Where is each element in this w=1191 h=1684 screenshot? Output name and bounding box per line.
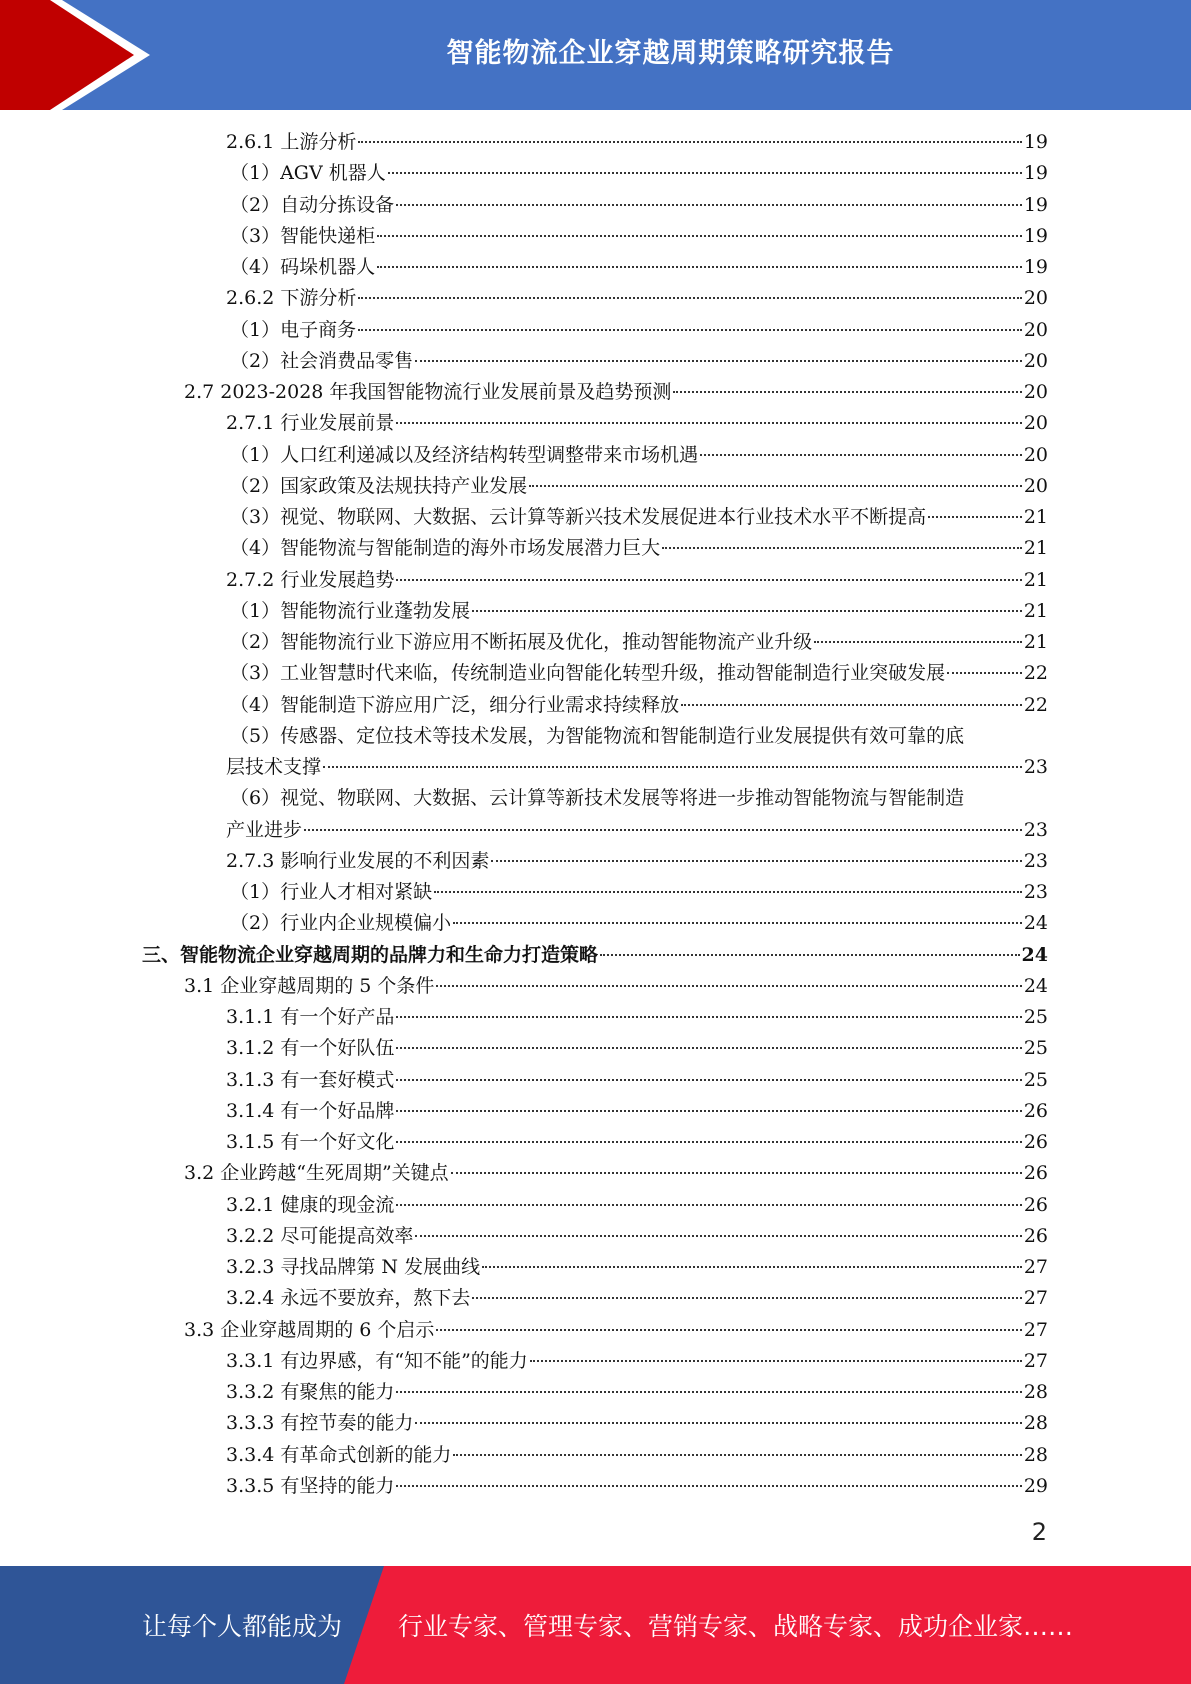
toc-entry[interactable] [230,502,1048,532]
toc-entry[interactable] [230,221,1048,251]
toc-entry-text: （2）智能物流行业下游应用不断拓展及优化，推动智能物流产业升级 [230,631,813,653]
toc-entry[interactable] [226,1096,1048,1126]
toc-entry[interactable] [226,408,1048,438]
toc-entry[interactable] [226,1221,1048,1251]
toc-entry-text: 三、智能物流企业穿越周期的品牌力和生命力打造策略 [142,943,599,966]
dot-leader [396,1016,1021,1018]
toc-entry-continuation[interactable] [226,752,1048,782]
toc-entry-text: 产业进步 [226,818,303,841]
toc-entry-text: （2）行业内企业规模偏小 [230,912,452,935]
toc-entry-page: 24 [1021,943,1048,966]
toc-entry[interactable] [226,846,1048,876]
toc-entry-text: （1）电子商务 [230,318,357,341]
dot-leader [323,766,1022,768]
toc-entry[interactable] [226,1190,1048,1220]
toc-entry-text: 3.1 企业穿越周期的 5 个条件 [184,974,435,997]
toc-entry-text: 3.1.5 有一个好文化 [226,1131,395,1153]
toc-entry[interactable] [230,596,1048,626]
dot-leader [358,329,1022,331]
toc-entry-text: 2.7 2023-2028 年我国智能物流行业发展前景及趋势预测 [184,381,672,403]
toc-entry[interactable] [226,1252,1048,1282]
dot-leader [377,235,1022,237]
dot-leader [436,1329,1021,1331]
dot-leader [388,172,1022,174]
report-title: 智能物流企业穿越周期策略研究报告 [446,37,895,69]
dot-leader [436,985,1021,987]
dot-leader [681,704,1022,706]
toc-entry-page: 23 [1023,881,1048,903]
toc-entry[interactable] [230,908,1048,938]
toc-entry[interactable] [226,1440,1048,1470]
toc-entry[interactable] [226,127,1048,157]
toc-entry-page: 19 [1023,256,1048,278]
toc-entry-page: 21 [1023,568,1048,591]
toc-entry[interactable] [226,1346,1048,1376]
toc-entry-text: 层技术支撑 [226,756,322,778]
toc-entry-page: 28 [1023,1443,1048,1466]
toc-entry-page: 28 [1023,1412,1048,1435]
toc-entry-text: 3.1.4 有一个好品牌 [226,1099,395,1122]
toc-entry-page: 19 [1023,224,1048,247]
toc-entry-text: 3.2.2 尽可能提高效率 [226,1224,414,1247]
toc-entry-page: 29 [1023,1474,1048,1497]
dot-leader [415,360,1022,362]
dot-leader [358,141,1021,143]
toc-entry[interactable] [226,1408,1048,1438]
toc-entry[interactable] [230,533,1048,563]
toc-entry[interactable] [230,440,1048,470]
toc-entry-text: （1）人口红利递减以及经济结构转型调整带来市场机遇 [230,443,699,466]
toc-entry[interactable] [230,190,1048,220]
toc-entry-text: （3）工业智慧时代来临，传统制造业向智能化转型升级，推动智能制造行业突破发展 [230,662,946,685]
toc-entry[interactable] [230,690,1048,720]
toc-entry-text: （4）码垛机器人 [230,256,376,278]
dot-leader [451,1172,1022,1174]
toc-entry-page: 27 [1023,1256,1048,1278]
toc-entry-text: 3.3 企业穿越周期的 6 个启示 [184,1318,435,1341]
toc-entry-text: （1）AGV 机器人 [230,162,386,185]
dot-leader [377,266,1022,268]
dot-leader [453,1454,1021,1456]
toc-entry-page: 20 [1023,443,1048,466]
toc-entry-page: 22 [1023,662,1048,685]
toc-entry-text: （2）自动分拣设备 [230,193,395,216]
dot-leader [396,1204,1021,1206]
toc-entry[interactable] [230,627,1048,657]
toc-entry[interactable] [226,1471,1048,1501]
dot-leader [662,547,1022,549]
toc-entry-page: 26 [1023,1131,1048,1153]
toc-entry-text: 3.1.2 有一个好队伍 [226,1037,395,1060]
page-header [0,0,1191,110]
dot-leader [928,516,1022,518]
toc-entry[interactable] [230,471,1048,501]
toc-entry[interactable] [230,158,1048,188]
dot-leader [814,641,1022,643]
toc-entry[interactable] [230,658,1048,688]
red-chevron-icon [0,0,160,110]
dot-leader [396,1485,1021,1487]
toc-entry-page: 20 [1023,287,1048,310]
toc-entry[interactable] [142,940,1048,970]
toc-entry-text: 3.3.2 有聚焦的能力 [226,1381,395,1403]
toc-entry-page: 26 [1023,1224,1048,1247]
dot-leader [673,391,1021,393]
toc-entry-text: （1）智能物流行业蓬勃发展 [230,599,471,622]
toc-entry-page: 27 [1023,1349,1048,1372]
toc-entry-page: 21 [1023,599,1048,622]
dot-leader [415,1422,1021,1424]
toc-entry[interactable] [184,971,1048,1001]
toc-entry-text: 3.3.3 有控节奏的能力 [226,1412,414,1435]
toc-entry-page: 28 [1023,1381,1048,1403]
toc-entry-text: （4）智能物流与智能制造的海外市场发展潜力巨大 [230,537,661,560]
toc-entry-page: 19 [1023,193,1048,216]
dot-leader [396,204,1022,206]
toc-entry-text: 3.3.1 有边界感，有“知不能”的能力 [226,1349,528,1372]
toc-entry-page: 19 [1023,162,1048,185]
dot-leader [396,1110,1021,1112]
toc-entry[interactable] [230,346,1048,376]
toc-entry[interactable] [230,721,964,751]
footer-slogan-right: 行业专家、管理专家、营销专家、战略专家、成功企业家…… [398,1612,1074,1641]
toc-entry-text: 3.2.1 健康的现金流 [226,1193,395,1216]
toc-entry-page: 26 [1023,1193,1048,1216]
dot-leader [396,422,1021,424]
toc-entry-text: （2）国家政策及法规扶持产业发展 [230,474,528,497]
toc-entry-text: （6）视觉、物联网、大数据、云计算等新技术发展等将进一步推动智能物流与智能制造 [230,787,965,810]
toc-entry[interactable] [226,283,1048,313]
toc-entry-text: （4）智能制造下游应用广泛，细分行业需求持续释放 [230,693,680,716]
toc-entry[interactable] [226,1377,1048,1407]
toc-entry-text: （3）视觉、物联网、大数据、云计算等新兴技术发展促进本行业技术水平不断提高 [230,506,927,528]
toc-entry-page: 26 [1023,1162,1048,1185]
dot-leader [472,1297,1021,1299]
dot-leader [396,1141,1021,1143]
toc-entry-text: （5）传感器、定位技术等技术发展，为智能物流和智能制造行业发展提供有效可靠的底 [230,724,965,747]
toc-entry-page: 20 [1023,349,1048,372]
toc-entry-page: 20 [1023,474,1048,497]
toc-entry[interactable] [226,1127,1048,1157]
dot-leader [434,891,1022,893]
dot-leader [482,1266,1022,1268]
toc-entry-page: 20 [1023,381,1048,403]
dot-leader [396,579,1021,581]
dot-leader [700,454,1022,456]
dot-leader [453,922,1022,924]
toc-entry-text: （2）社会消费品零售 [230,349,414,372]
toc-entry[interactable] [230,877,1048,907]
toc-entry-text: （3）智能快递柜 [230,224,376,247]
dot-leader [472,610,1022,612]
toc-entry[interactable] [230,783,964,813]
toc-entry-page: 27 [1023,1287,1048,1310]
toc-entry-text: 2.7.1 行业发展前景 [226,412,395,435]
dot-leader [529,485,1022,487]
toc-entry[interactable] [230,252,1048,282]
toc-entry-page: 23 [1023,849,1048,872]
toc-entry-page: 21 [1023,506,1048,528]
toc-entry-page: 23 [1023,818,1048,841]
toc-entry[interactable] [226,1065,1048,1095]
toc-entry-page: 25 [1023,1006,1048,1028]
dot-leader [600,954,1020,956]
footer-slogan-left: 让每个人都能成为 [142,1612,343,1641]
toc-entry-page: 21 [1023,631,1048,653]
dot-leader [396,1391,1021,1393]
toc-entry-text: （1）行业人才相对紧缺 [230,881,433,903]
dot-leader [358,297,1021,299]
toc-entry-text: 3.3.5 有坚持的能力 [226,1474,395,1497]
toc-entry-text: 2.6.2 下游分析 [226,287,357,310]
toc-entry-text: 3.2.4 永远不要放弃，熬下去 [226,1287,471,1310]
toc-entry-page: 20 [1023,318,1048,341]
dot-leader [304,829,1022,831]
toc-entry-text: 3.1.3 有一套好模式 [226,1068,395,1091]
toc-entry[interactable] [226,1002,1048,1032]
dot-leader [491,860,1021,862]
toc-entry[interactable] [230,315,1048,345]
toc-entry-text: 3.2.3 寻找品牌第 N 发展曲线 [226,1256,481,1278]
toc-entry-page: 20 [1023,412,1048,435]
dot-leader [396,1079,1021,1081]
toc-entry-page: 25 [1023,1037,1048,1060]
toc-entry-page: 25 [1023,1068,1048,1091]
toc-entry-continuation[interactable] [226,815,1048,845]
toc-entry[interactable] [184,377,1048,407]
toc-entry-page: 27 [1023,1318,1048,1341]
toc-entry-text: 3.2 企业跨越“生死周期”关键点 [184,1162,449,1185]
toc-entry-page: 19 [1023,131,1048,153]
toc-entry-text: 3.1.1 有一个好产品 [226,1006,395,1028]
dot-leader [415,1235,1021,1237]
toc-entry-page: 24 [1023,974,1048,997]
toc-entry[interactable] [226,565,1048,595]
toc-entry-text: 2.7.3 影响行业发展的不利因素 [226,849,490,872]
toc-entry-page: 23 [1023,756,1048,778]
toc-entry[interactable] [184,1315,1048,1345]
toc-entry[interactable] [226,1283,1048,1313]
toc-entry-page: 24 [1023,912,1048,935]
dot-leader [396,1047,1021,1049]
toc-entry-text: 2.6.1 上游分析 [226,131,357,153]
toc-entry-text: 2.7.2 行业发展趋势 [226,568,395,591]
dot-leader [947,672,1022,674]
toc-entry-text: 3.3.4 有革命式创新的能力 [226,1443,452,1466]
toc-entry-page: 26 [1023,1099,1048,1122]
toc-entry[interactable] [184,1158,1048,1188]
dot-leader [530,1360,1022,1362]
page-footer [0,1566,1191,1684]
toc-entry-page: 21 [1023,537,1048,560]
page-number: 2 [1031,1518,1047,1546]
toc-entry[interactable] [226,1033,1048,1063]
toc-entry-page: 22 [1023,693,1048,716]
